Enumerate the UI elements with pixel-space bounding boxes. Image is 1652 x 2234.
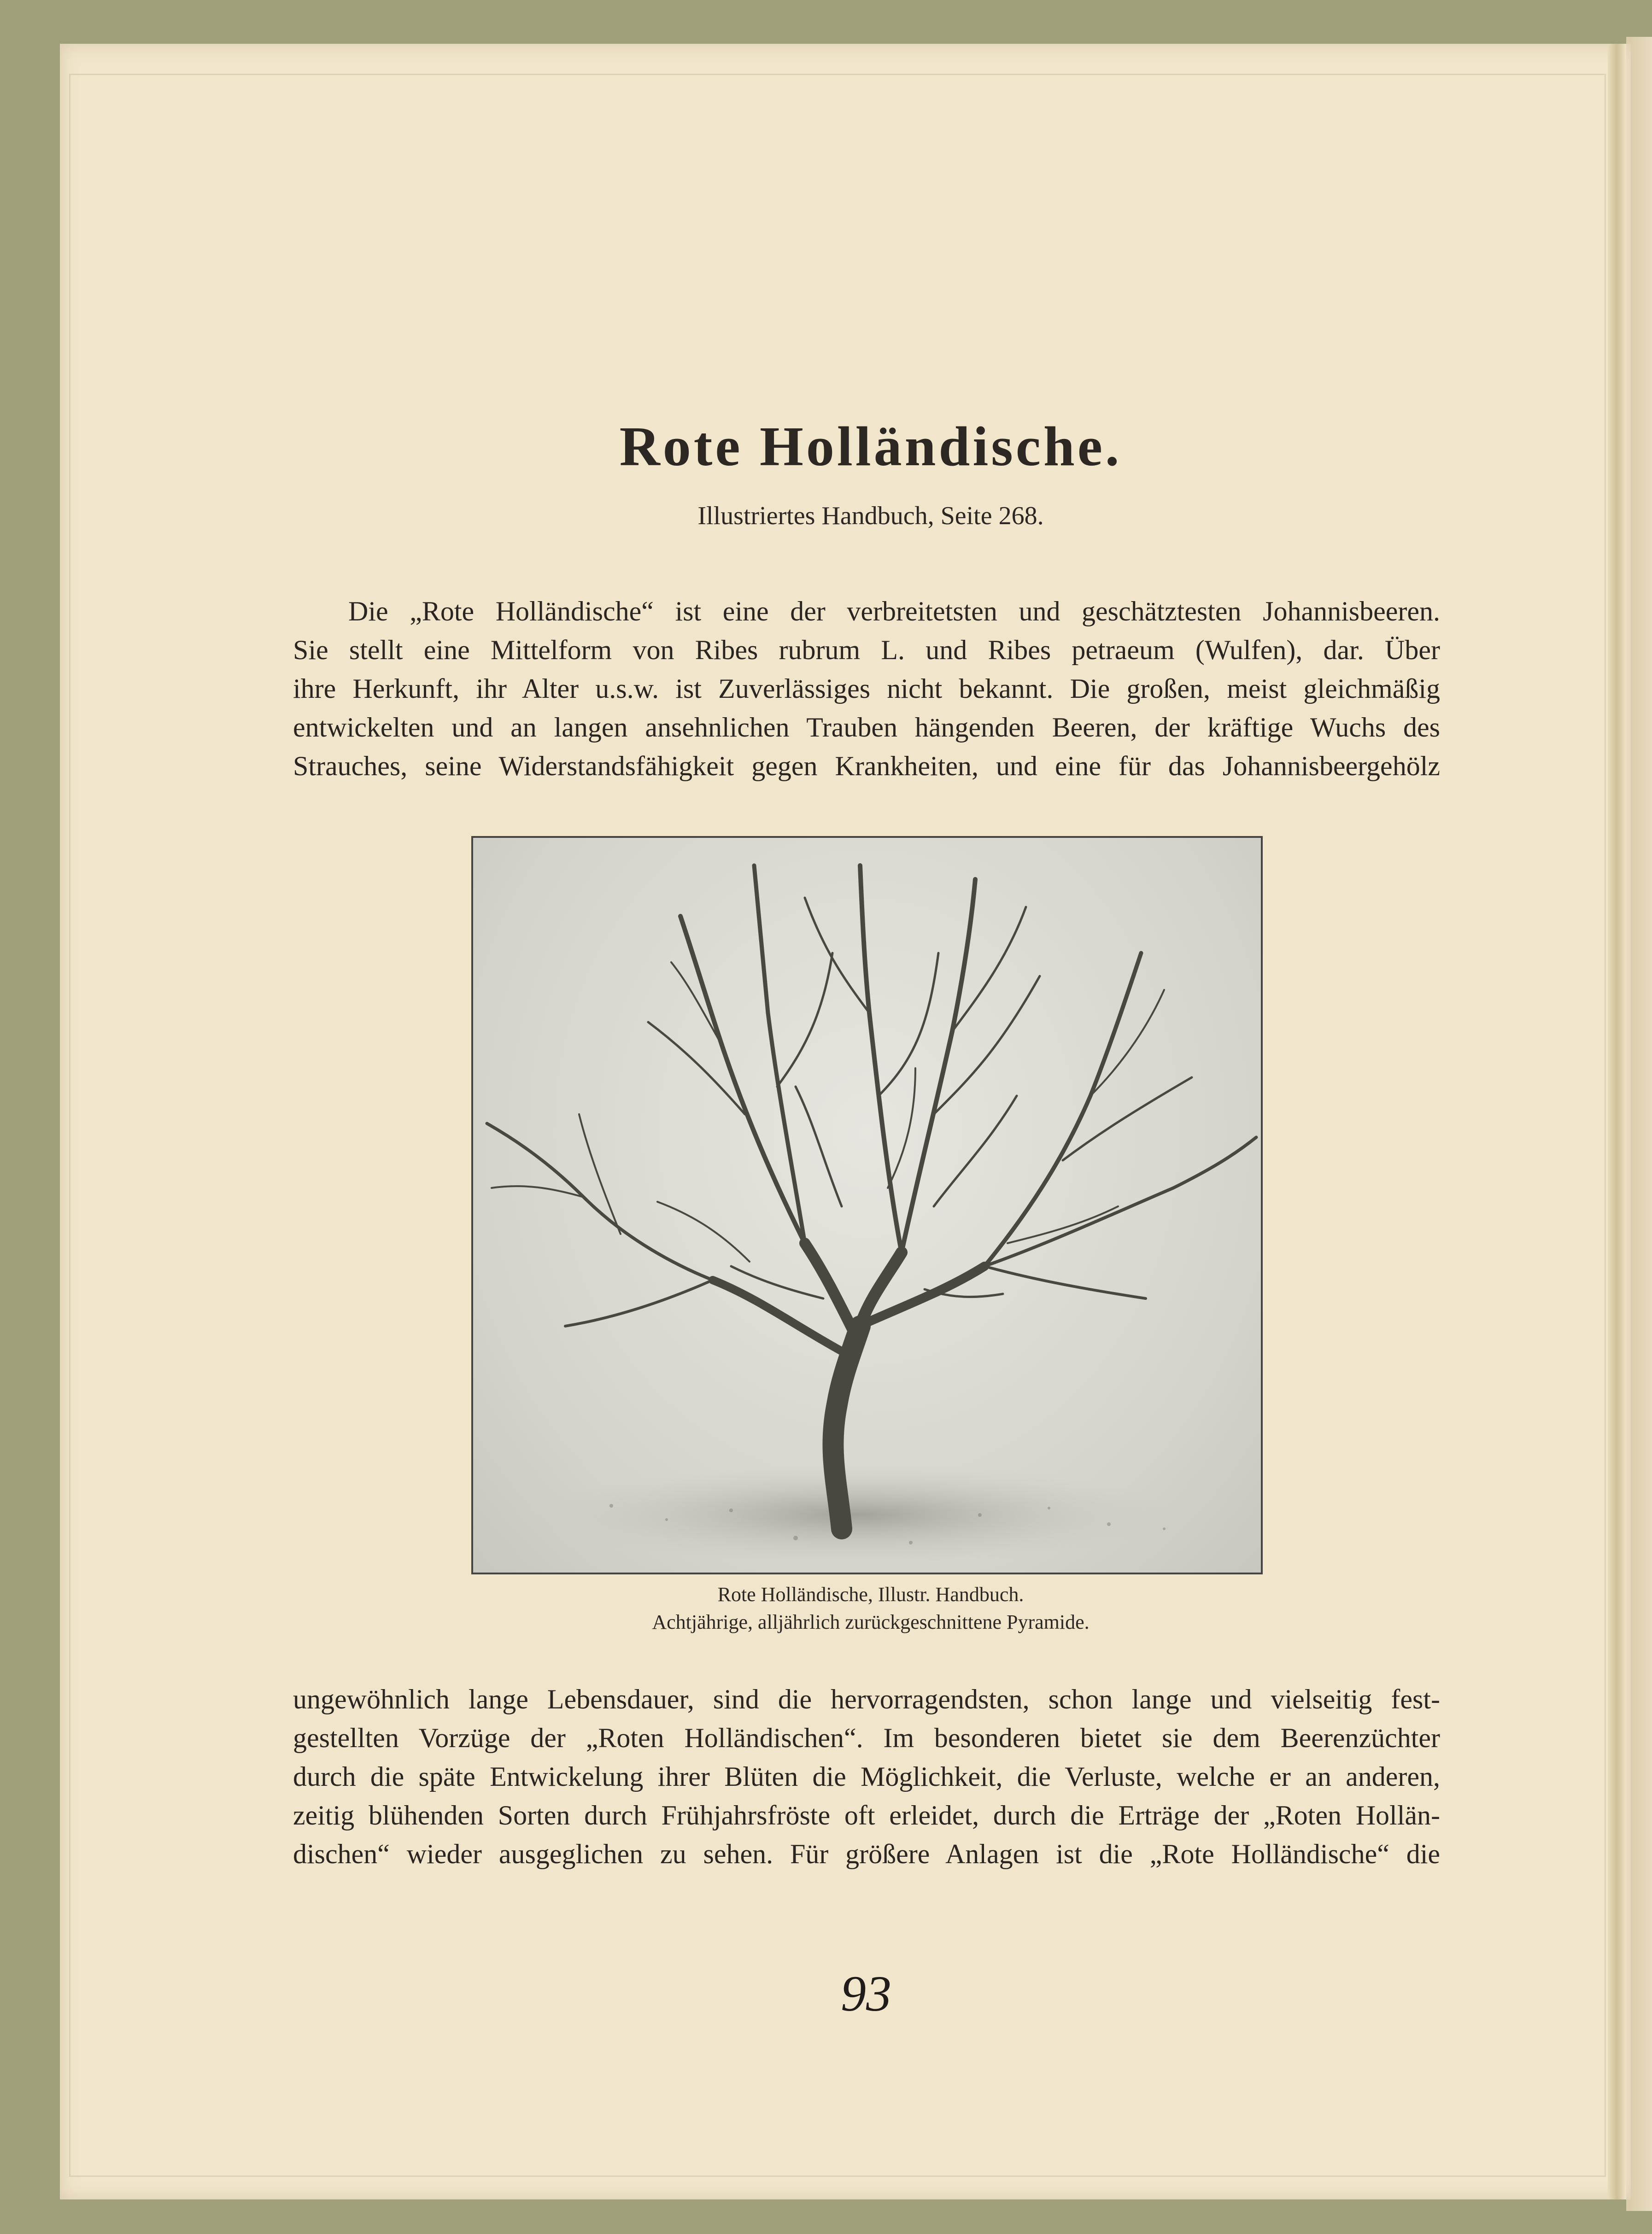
- paragraph-line: ungewöhnlich lange Lebensdauer, sind die hervorragendsten, schon lange und vielseitig fest-: [293, 1684, 1440, 1714]
- figure-caption-line-2: Achtjährige, alljährlich zurückgeschnittene Pyramide.: [652, 1611, 1090, 1633]
- page-title: Rote Holländische.: [619, 415, 1122, 478]
- tree-figure: [471, 836, 1263, 1574]
- paragraph-line: Strauches, seine Widerstandsfähigkeit gegen Krankheiten, und eine für das Johannisbeergehölz: [293, 751, 1440, 781]
- paragraph-2: [293, 1680, 1440, 1873]
- paragraph-line: gestellten Vorzüge der „Roten Holländischen“. Im besonderen bietet sie dem Beerenzüchter: [293, 1723, 1440, 1753]
- paragraph-1: [293, 592, 1440, 785]
- paragraph-line: durch die späte Entwickelung ihrer Blüten die Möglichkeit, die Verluste, welche er an anderen,: [293, 1761, 1440, 1792]
- paragraph-line: zeitig blühenden Sorten durch Frühjahrsfröste oft erleidet, durch die Erträge der „Roten Hollän-: [293, 1800, 1440, 1830]
- figure-caption-line-1: Rote Holländische, Illustr. Handbuch.: [717, 1583, 1024, 1606]
- paragraph-line: Die „Rote Holländische“ ist eine der verbreitetsten und geschätztesten Johannisbeeren.: [348, 596, 1440, 626]
- page-subtitle: Illustriertes Handbuch, Seite 268.: [697, 502, 1044, 530]
- tree-photograph-icon: [473, 838, 1261, 1573]
- paragraph-line: ihre Herkunft, ihr Alter u.s.w. ist Zuverlässiges nicht bekannt. Die großen, meist gleichmäßig: [293, 673, 1440, 704]
- page-gutter: [1608, 44, 1626, 2199]
- paragraph-line: Sie stellt eine Mittelform von Ribes rubrum L. und Ribes petraeum (Wulfen), dar. Über: [293, 635, 1440, 665]
- page-number: 93: [841, 1965, 891, 2022]
- paragraph-line: dischen“ wieder ausgeglichen zu sehen. Für größere Anlagen ist die „Rote Holländische“ die: [293, 1839, 1440, 1869]
- paragraph-line: entwickelten und an langen ansehnlichen Trauben hängenden Beeren, der kräftige Wuchs des: [293, 712, 1440, 743]
